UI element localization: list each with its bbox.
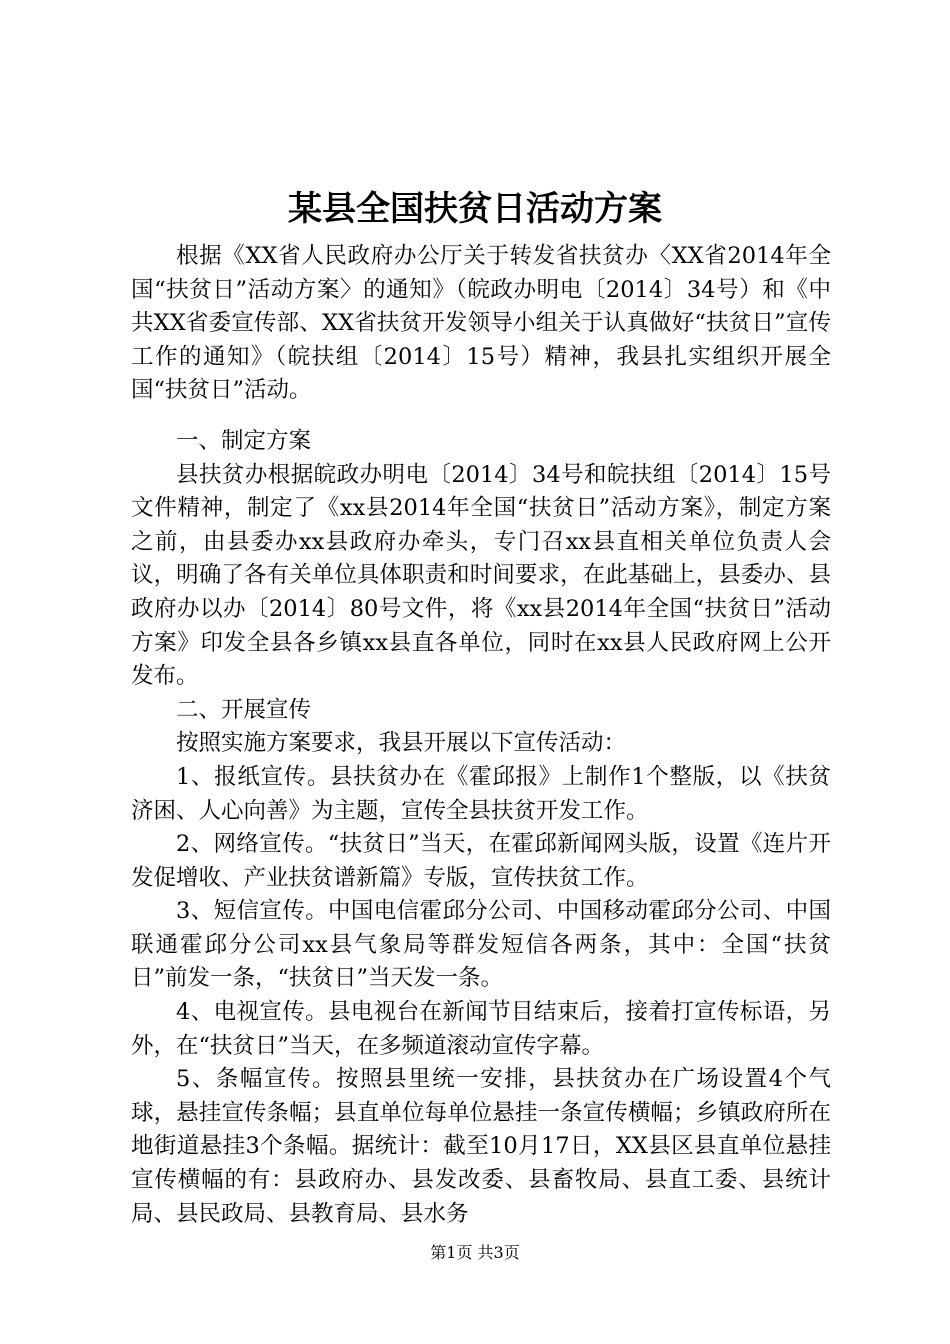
section-publicity-intro: 按照实施方案要求，我县开展以下宣传活动： (176, 730, 627, 757)
section-plan-paragraph: 县扶贫办根据皖政办明电〔2014〕34号和皖扶组〔2014〕15号文件精神，制定了《xx县2014年全国“扶贫日”活动方案》，制定方案之前，由县委办xx县政府办牵头，专门召xx县直相关单位负责人会议，明确了各有关单位具体职责和时间要求，在此基础上，县委办、县政府办以办〔2014〕80号文件，将《xx县2014年全国“扶贫日”活动方案》印发全县各乡镇xx县直各单位，同时在xx县人民政府网上公开发布。 (131, 461, 831, 690)
document-body (131, 240, 831, 1231)
intro-paragraph: 根据《XX省人民政府办公厅关于转发省扶贫办〈XX省2014年全国“扶贫日”活动方案〉的通知》（皖政办明电〔2014〕34号）和《中共XX省委宣传部、XX省扶贫开发领导小组关于认真做好“扶贫日”宣传工作的通知》（皖扶组〔2014〕15号）精神，我县扎实组织开展全国“扶贫日”活动。 (131, 243, 831, 404)
list-item-banner: 5、条幅宣传。按照县里统一安排，县扶贫办在广场设置4个气球，悬挂宣传条幅；县直单位每单位悬挂一条宣传横幅；乡镇政府所在地街道悬挂3个条幅。据统计：截至10月17日，XX县区县直单位悬挂宣传横幅的有：县政府办、县发改委、县畜牧局、县直工委、县统计局、县民政局、县教育局、县水务 (131, 1066, 831, 1227)
document-title: 某县全国扶贫日活动方案 (288, 189, 662, 229)
section-heading-publicity: 二、开展宣传 (176, 696, 312, 723)
list-item-newspaper: 1、报纸宣传。县扶贫办在《霍邱报》上制作1个整版，以《扶贫济困、人心向善》为主题，宣传全县扶贫开发工作。 (131, 763, 831, 824)
list-item-sms: 3、短信宣传。中国电信霍邱分公司、中国移动霍邱分公司、中国联通霍邱分公司xx县气象局等群发短信各两条，其中：全国“扶贫日”前发一条，“扶贫日”当天发一条。 (131, 898, 831, 992)
section-heading-plan: 一、制定方案 (176, 427, 312, 454)
list-item-internet: 2、网络宣传。“扶贫日”当天，在霍邱新闻网头版，设置《连片开发促增收、产业扶贫谱新篇》专版，宣传扶贫工作。 (131, 831, 831, 891)
page-number: 第1页 共3页 (430, 1243, 520, 1262)
list-item-television: 4、电视宣传。县电视台在新闻节目结束后，接着打宣传标语，另外，在“扶贫日”当天，在多频道滚动宣传字幕。 (131, 999, 831, 1059)
paragraph-gap (131, 408, 831, 425)
